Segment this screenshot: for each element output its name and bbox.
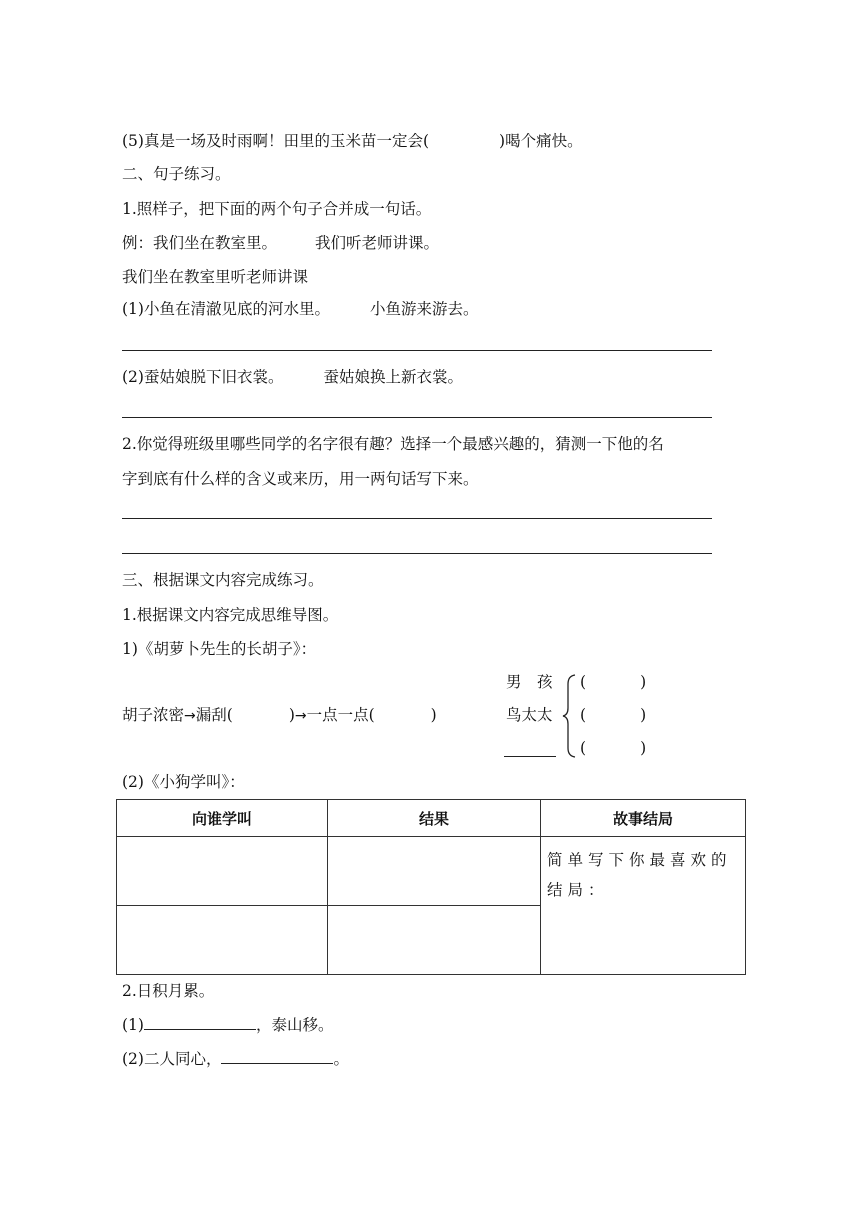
answer-cell[interactable] — [328, 906, 541, 975]
table-header: 结果 — [328, 800, 541, 837]
idiom-1: (1) ，泰山移。 — [122, 1013, 333, 1036]
section-2-title: 二、句子练习。 — [122, 165, 231, 183]
answer-blank[interactable] — [221, 1047, 333, 1064]
branch-boy-label: 男 孩 — [506, 673, 553, 691]
story-1-title: 1)《胡萝卜先生的长胡子》： — [122, 640, 317, 658]
table-header: 故事结局 — [541, 800, 746, 837]
item-2-1-2: (2)蚕姑娘脱下旧衣裳。 蚕姑娘换上新衣裳。 — [122, 368, 463, 386]
answer-line[interactable] — [122, 417, 712, 418]
ending-prompt: 简单写下你最喜欢的结局： — [547, 851, 732, 899]
answer-cell[interactable] — [117, 837, 328, 906]
answer-line[interactable] — [122, 350, 712, 351]
answer-cell[interactable] — [328, 837, 541, 906]
task-2-2-line2: 字到底有什么样的含义或来历，用一两句话写下来。 — [122, 470, 479, 488]
example-result: 我们坐在教室里听老师讲课 — [122, 268, 309, 286]
answer-line[interactable] — [122, 553, 712, 554]
answer-line[interactable] — [122, 518, 712, 519]
branch-bird-label: 鸟太太 — [506, 706, 553, 724]
table-header: 向谁学叫 — [117, 800, 328, 837]
brace-icon — [562, 674, 576, 758]
branch-answer-1: ( ) — [580, 673, 647, 691]
task-3-1: 1.根据课文内容完成思维导图。 — [122, 606, 339, 624]
answer-cell[interactable] — [117, 906, 328, 975]
ending-cell[interactable] — [541, 837, 746, 975]
story-table — [116, 799, 746, 975]
table-header-row — [117, 800, 746, 837]
arrow-icon: → — [294, 708, 307, 724]
task-2-1: 1.照样子，把下面的两个句子合并成一句话。 — [122, 200, 432, 218]
idiom-2: (2)二人同心， 。 — [122, 1047, 349, 1070]
mindmap-chain: 胡子浓密→漏刮( )→一点一点( ) — [122, 706, 437, 724]
section-3-title: 三、根据课文内容完成练习。 — [122, 571, 324, 589]
branch-answer-2: ( ) — [580, 706, 647, 724]
story-2-title: (2)《小狗学叫》： — [122, 773, 245, 791]
table-row — [117, 837, 746, 906]
question-5: (5)真是一场及时雨啊！田里的玉米苗一定会( )喝个痛快。 — [122, 132, 583, 150]
branch-blank-line[interactable] — [504, 756, 556, 757]
task-3-2: 2.日积月累。 — [122, 982, 215, 1000]
item-2-1-1: (1)小鱼在清澈见底的河水里。 小鱼游来游去。 — [122, 300, 479, 318]
example-line: 例：我们坐在教室里。 我们听老师讲课。 — [122, 234, 440, 252]
answer-blank[interactable] — [144, 1013, 256, 1030]
branch-answer-3: ( ) — [580, 739, 647, 757]
arrow-icon: → — [184, 708, 196, 724]
task-2-2-line1: 2.你觉得班级里哪些同学的名字很有趣？选择一个最感兴趣的，猜测一下他的名 — [122, 435, 664, 453]
